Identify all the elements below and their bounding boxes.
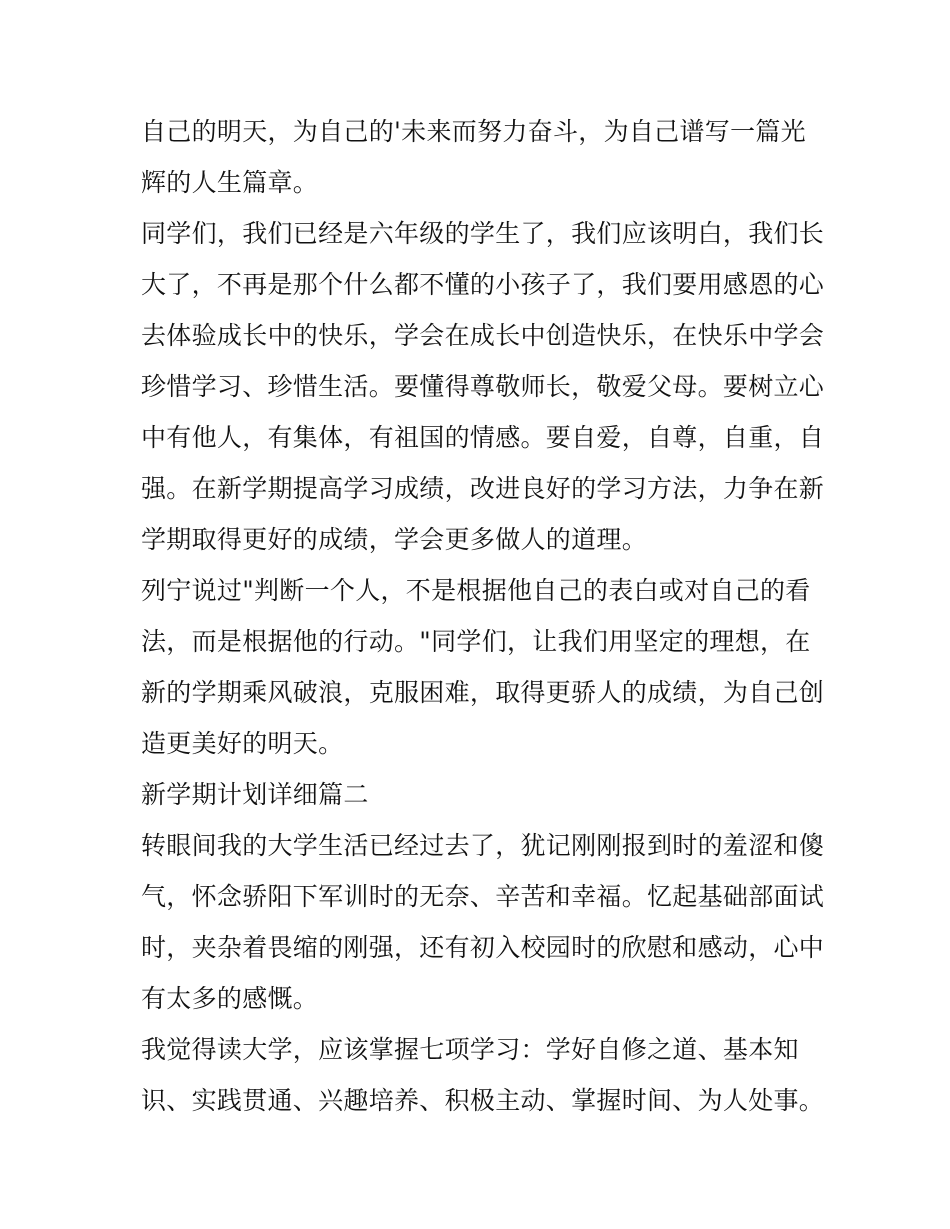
text-line: 法，而是根据他的行动。"同学们，让我们用坚定的理想，在 xyxy=(141,627,811,656)
text-line: 同学们，我们已经是六年级的学生了，我们应该明白，我们长 xyxy=(141,219,825,248)
text-line: 造更美好的明天。 xyxy=(141,729,344,758)
text-line: 气，怀念骄阳下军训时的无奈、辛苦和幸福。忆起基础部面试 xyxy=(141,882,825,911)
document-body xyxy=(141,106,831,1126)
section-heading: 新学期计划详细篇二 xyxy=(141,780,369,809)
text-line: 我觉得读大学，应该掌握七项学习：学好自修之道、基本知 xyxy=(141,1035,799,1064)
text-line: 新的学期乘风破浪，克服困难，取得更骄人的成绩，为自己创 xyxy=(141,678,825,707)
text-line: 强。在新学期提高学习成绩，改进良好的学习方法，力争在新 xyxy=(141,474,825,503)
text-line: 识、实践贯通、兴趣培养、积极主动、掌握时间、为人处事。 xyxy=(141,1086,825,1115)
text-line: 中有他人，有集体，有祖国的情感。要自爱，自尊，自重，自 xyxy=(141,423,825,452)
text-line: 自己的明天，为自己的'未来而努力奋斗，为自己谱写一篇光 xyxy=(141,117,806,146)
text-line: 珍惜学习、珍惜生活。要懂得尊敬师长，敬爱父母。要树立心 xyxy=(141,372,825,401)
text-line: 学期取得更好的成绩，学会更多做人的道理。 xyxy=(141,525,648,554)
text-line: 有太多的感慨。 xyxy=(141,984,319,1013)
text-line: 大了，不再是那个什么都不懂的小孩子了，我们要用感恩的心 xyxy=(141,270,825,299)
text-line: 辉的人生篇章。 xyxy=(141,168,319,197)
text-line: 去体验成长中的快乐，学会在成长中创造快乐，在快乐中学会 xyxy=(141,321,825,350)
text-line: 转眼间我的大学生活已经过去了，犹记刚刚报到时的羞涩和傻 xyxy=(141,831,825,860)
text-line: 列宁说过"判断一个人，不是根据他自己的表白或对自己的看 xyxy=(141,576,811,605)
text-line: 时，夹杂着畏缩的刚强，还有初入校园时的欣慰和感动，心中 xyxy=(141,933,825,962)
